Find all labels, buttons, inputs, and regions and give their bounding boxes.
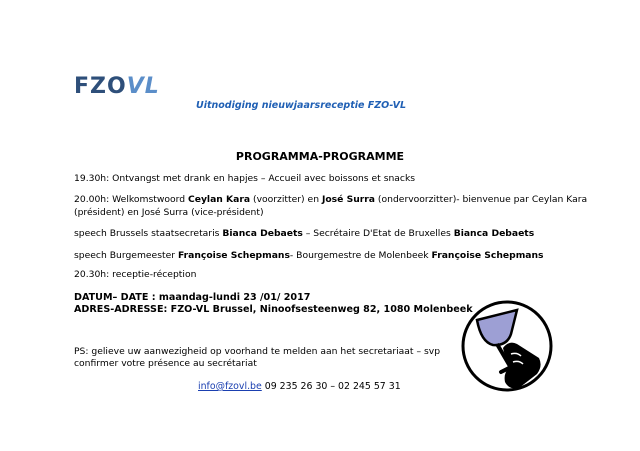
text: - Bourgemestre de Molenbeek: [289, 250, 432, 261]
event-info: [74, 292, 473, 316]
champagne-toast-icon: [459, 296, 559, 396]
email-link[interactable]: info@fzovl.be: [198, 381, 262, 392]
name-bianca-debaets-fr: Bianca Debaets: [453, 228, 535, 239]
text: 20.00h: Welkomstwoord: [74, 194, 188, 205]
contact-line: [198, 381, 401, 392]
event-date: DATUM– DATE : maandag-lundi 23 /01/ 2017: [74, 292, 311, 303]
name-ceylan-kara: Ceylan Kara: [187, 194, 251, 205]
text: (voorzitter) en: [250, 194, 322, 205]
name-bianca-debaets: Bianca Debaets: [222, 228, 303, 239]
invitation-subtitle: Uitnodiging nieuwjaarsreceptie FZO-VL: [196, 100, 407, 111]
name-francoise-schepmans-fr: Françoise Schepmans: [431, 250, 544, 261]
phone-numbers: 09 235 26 30 – 02 245 57 31: [261, 381, 401, 392]
name-jose-surra: José Surra: [321, 194, 376, 205]
program-item-speech-debaets: [74, 227, 534, 240]
fzovl-logo: [74, 74, 160, 99]
text: speech Brussels staatsecretaris: [74, 228, 223, 239]
text: – Secrétaire D'Etat de Bruxelles: [302, 228, 454, 239]
program-item-1930: 19.30h: Ontvangst met drank en hapjes – Accueil avec boissons et snacks: [74, 173, 416, 184]
ps-note: PS: gelieve uw aanwezigheid op voorhand te melden aan het secretariaat – svp confirmer votre présence au secrétariat: [74, 346, 441, 369]
program-item-speech-schepmans: [74, 249, 543, 262]
logo-vl: VL: [126, 74, 160, 99]
event-address: ADRES-ADRESSE: FZO-VL Brussel, Ninoofsesteenweg 82, 1080 Molenbeek: [74, 304, 473, 315]
text: (ondervoorzitter)- bienvenue par Ceylan Kara (président) en José Surra (vice-président): [74, 194, 588, 218]
text: speech Burgemeester: [74, 250, 178, 261]
program-item-2000: [74, 193, 594, 219]
name-francoise-schepmans: Françoise Schepmans: [177, 250, 290, 261]
program-title: PROGRAMMA-PROGRAMME: [235, 150, 405, 163]
logo-fzo: FZO: [74, 74, 127, 99]
program-item-2030: 20.30h: receptie-réception: [74, 269, 197, 280]
